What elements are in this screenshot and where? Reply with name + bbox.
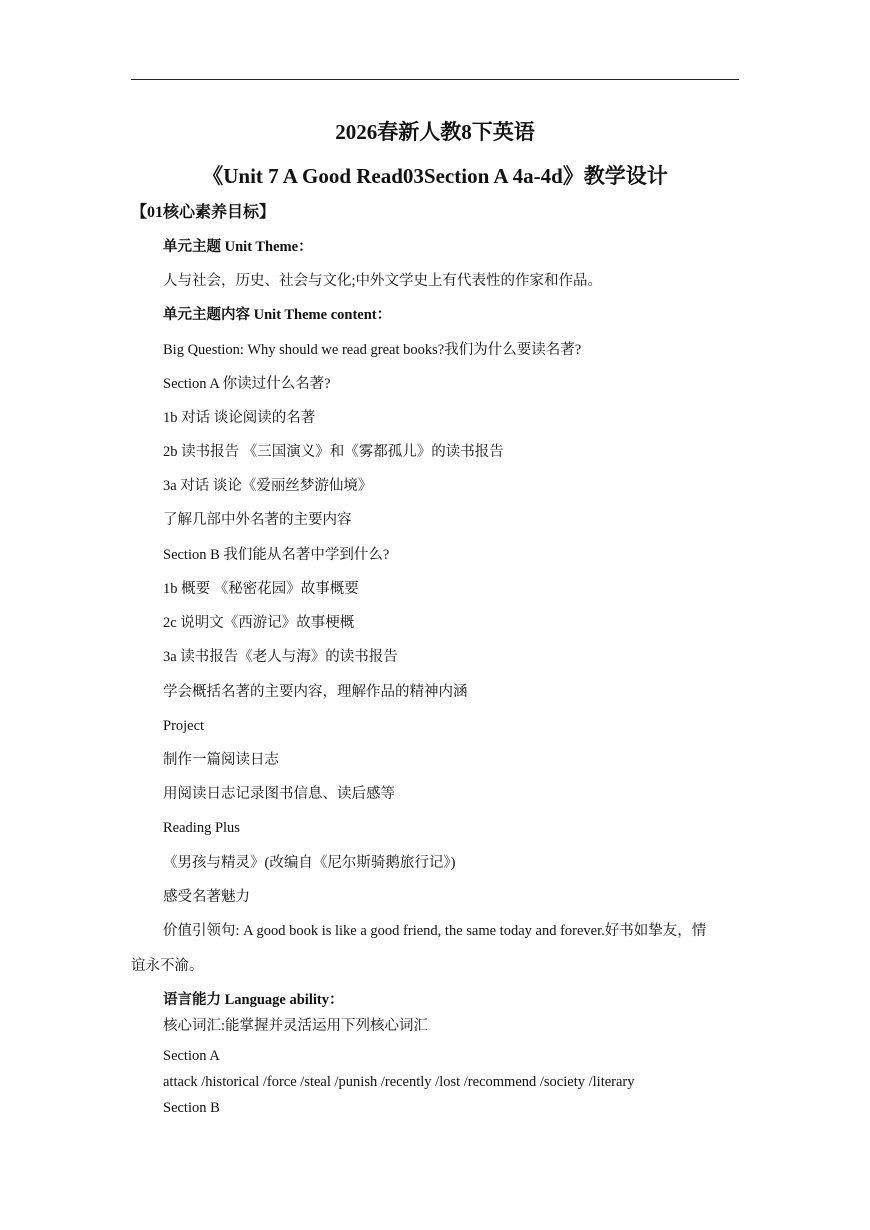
text-line: 了解几部中外名著的主要内容: [163, 512, 352, 528]
text-line: 3a 对话 谈论《爱丽丝梦游仙境》: [163, 478, 373, 494]
text-line: 1b 对话 谈论阅读的名著: [163, 410, 316, 426]
text-line: Section B 我们能从名著中学到什么?: [163, 547, 390, 563]
text-line: Section B: [163, 1100, 220, 1116]
text-line: 2b 读书报告 《三国演义》和《雾都孤儿》的读书报告: [163, 444, 504, 460]
text-line: 人与社会，历史、社会与文化;中外文学史上有代表性的作家和作品。: [163, 273, 603, 289]
value-sentence: 价值引领句: A good book is like a good friend, the same today and forever.好书如挚友，情: [163, 923, 707, 939]
text-line: 《男孩与精灵》(改编自《尼尔斯骑鹅旅行记》): [163, 855, 456, 871]
section-heading: 【01核心素养目标】: [131, 204, 276, 221]
text-line: Reading Plus: [163, 820, 240, 836]
text-line: 1b 概要 《秘密花园》故事概要: [163, 581, 359, 597]
header-rule: [131, 79, 739, 80]
text-line: 3a 读书报告《老人与海》的读书报告: [163, 649, 398, 665]
document-subtitle: 《Unit 7 A Good Read03Section A 4a-4d》教学设计: [202, 164, 668, 188]
text-line: 学会概括名著的主要内容，理解作品的精神内涵: [163, 684, 468, 700]
text-line: Section A 你读过什么名著?: [163, 376, 331, 392]
document-title: 2026春新人教8下英语: [335, 120, 535, 144]
text-line: 2c 说明文《西游记》故事梗概: [163, 615, 355, 631]
language-ability-label: 语言能力 Language ability：: [163, 992, 344, 1008]
vocabulary-list: attack /historical /force /steal /punish /recently /lost /recommend /society /literary: [163, 1074, 635, 1090]
text-line: Project: [163, 718, 205, 734]
text-line: 制作一篇阅读日志: [163, 752, 279, 768]
text-line: Section A: [163, 1048, 220, 1064]
text-line: 核心词汇:能掌握并灵活运用下列核心词汇: [163, 1018, 429, 1034]
text-line: 用阅读日志记录图书信息、读后感等: [163, 786, 395, 802]
unit-theme-label: 单元主题 Unit Theme：: [163, 239, 313, 255]
text-line: Big Question: Why should we read great books?我们为什么要读名著?: [163, 342, 582, 358]
unit-theme-content-label: 单元主题内容 Unit Theme content：: [163, 307, 392, 323]
text-line: 感受名著魅力: [163, 889, 250, 905]
value-sentence-continued: 谊永不渝。: [131, 958, 204, 974]
